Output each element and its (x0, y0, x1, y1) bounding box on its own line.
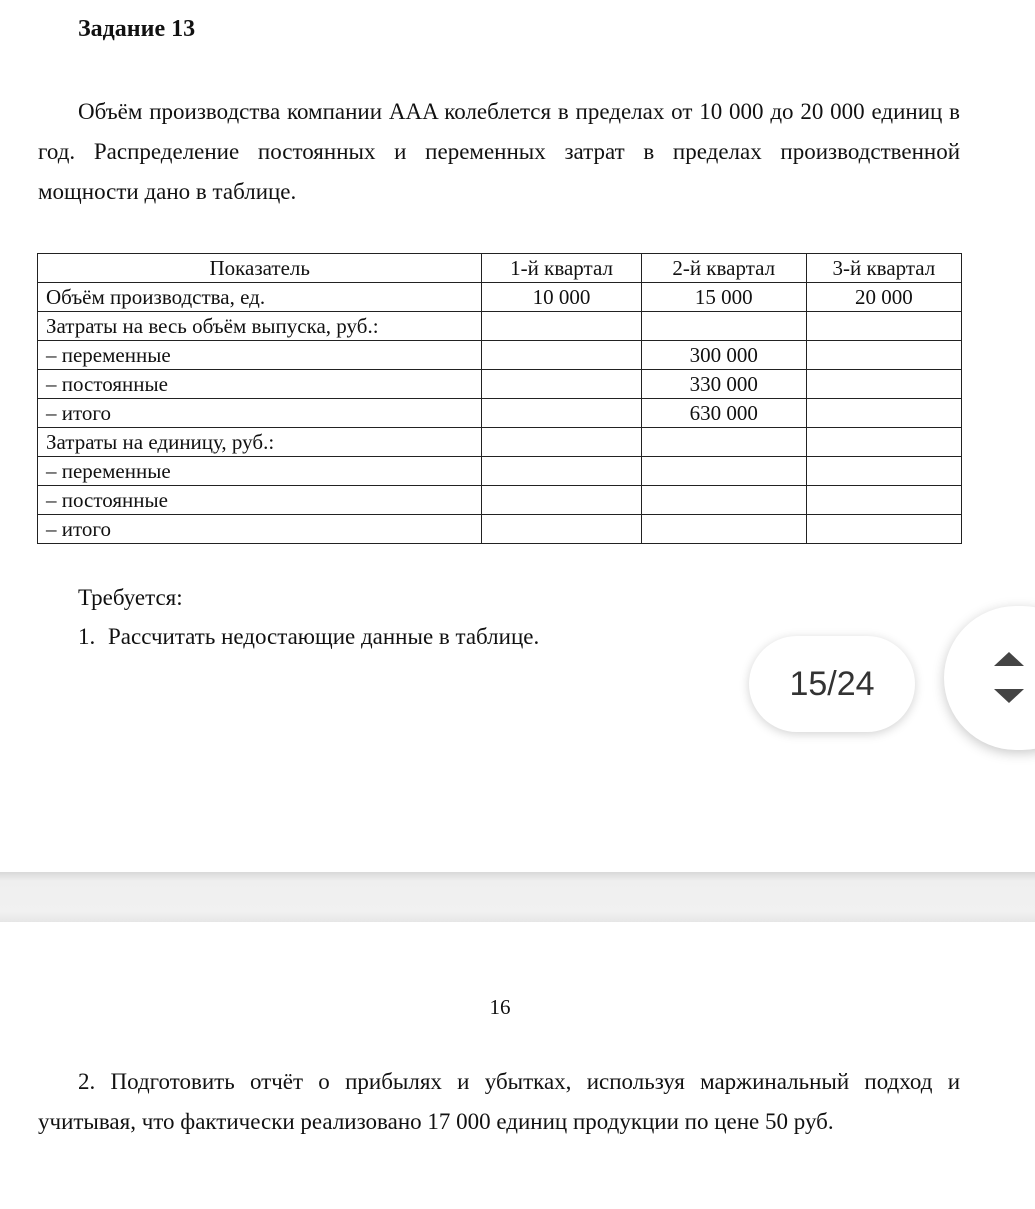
cell-q1 (482, 312, 641, 341)
row-label: – итого (38, 515, 482, 544)
row-label: – переменные (38, 457, 482, 486)
page-separator (0, 872, 1035, 922)
requirement-text: Рассчитать недостающие данные в таблице. (108, 624, 540, 649)
header-q3: 3-й квартал (806, 254, 961, 283)
chevron-up-icon[interactable] (994, 652, 1024, 666)
task-title: Задание 13 (78, 16, 196, 42)
cell-q2: 330 000 (641, 370, 806, 399)
table-row (38, 370, 962, 399)
cell-q1 (482, 341, 641, 370)
table-row (38, 428, 962, 457)
row-label: – переменные (38, 341, 482, 370)
header-q1: 1-й квартал (482, 254, 641, 283)
cell-q2 (641, 515, 806, 544)
cell-q3 (806, 515, 961, 544)
next-page-paragraph: 2. Подготовить отчёт о прибылях и убытках, используя маржинальный подход и учитывая, что фактически реализовано 17 000 единиц продукции по цене 50 руб. (38, 1069, 960, 1134)
header-indicator: Показатель (38, 254, 482, 283)
table-row (38, 283, 962, 312)
cell-q1 (482, 428, 641, 457)
page-indicator[interactable]: 15/24 (749, 636, 915, 732)
page-number: 16 (489, 995, 511, 1019)
cell-q2: 630 000 (641, 399, 806, 428)
cell-q2: 15 000 (641, 283, 806, 312)
table-header-row (38, 254, 962, 283)
cell-q2 (641, 486, 806, 515)
table-row (38, 486, 962, 515)
row-label: Затраты на весь объём выпуска, руб.: (38, 312, 482, 341)
header-q2: 2-й квартал (641, 254, 806, 283)
row-label: – постоянные (38, 370, 482, 399)
table-row (38, 341, 962, 370)
row-label: – постоянные (38, 486, 482, 515)
cell-q1 (482, 515, 641, 544)
cell-q1: 10 000 (482, 283, 641, 312)
cell-q1 (482, 370, 641, 399)
cell-q3 (806, 341, 961, 370)
intro-paragraph: Объём производства компании AAA колеблется в пределах от 10 000 до 20 000 единиц в год. Распределение постоянных и переменных затрат в пределах производственной мощности дано в таблице. (38, 99, 960, 204)
cell-q3 (806, 370, 961, 399)
cell-q2: 300 000 (641, 341, 806, 370)
cell-q1 (482, 457, 641, 486)
row-label: Затраты на единицу, руб.: (38, 428, 482, 457)
cell-q3 (806, 486, 961, 515)
table-row (38, 312, 962, 341)
cell-q1 (482, 486, 641, 515)
cell-q2 (641, 428, 806, 457)
table-row (38, 399, 962, 428)
requirements-label: Требуется: (78, 585, 183, 610)
table-row (38, 515, 962, 544)
row-label: Объём производства, ед. (38, 283, 482, 312)
requirement-number: 1. (78, 624, 96, 649)
cell-q1 (482, 399, 641, 428)
cell-q3: 20 000 (806, 283, 961, 312)
row-label: – итого (38, 399, 482, 428)
requirement-item (78, 624, 539, 650)
cell-q3 (806, 312, 961, 341)
cell-q2 (641, 312, 806, 341)
cell-q3 (806, 457, 961, 486)
cell-q3 (806, 428, 961, 457)
cost-table (37, 253, 962, 544)
cell-q3 (806, 399, 961, 428)
table-row (38, 457, 962, 486)
cell-q2 (641, 457, 806, 486)
chevron-down-icon[interactable] (994, 689, 1024, 703)
